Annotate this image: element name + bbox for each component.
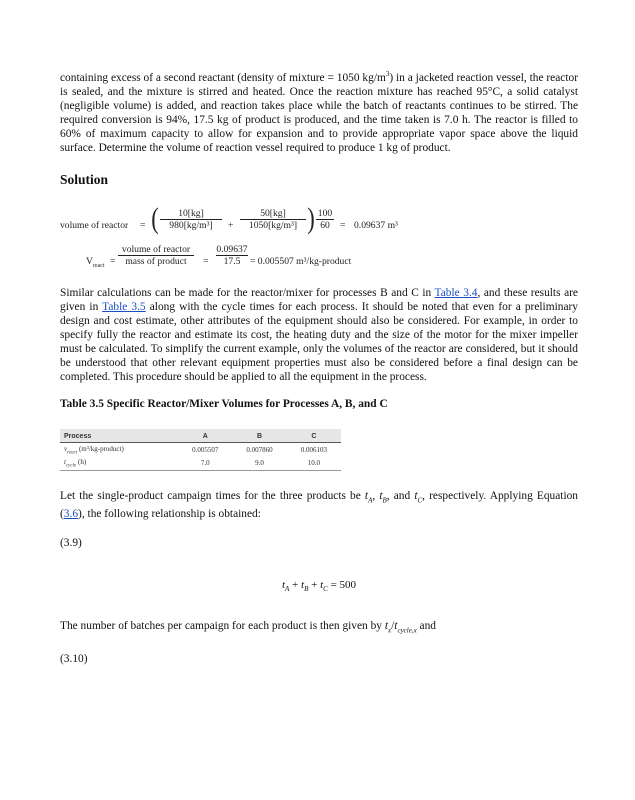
table-row [60,456,341,470]
eq1-result: 0.09637 m³ [354,219,398,231]
equation-3-6-link[interactable]: 3.6 [63,507,79,520]
table-header-row [60,429,341,443]
header-b: B [232,429,286,443]
table-3-4-link[interactable]: Table 3.4 [434,286,478,299]
equation-number-3-10: (3.10) [60,653,88,666]
reactor-volume-table [60,429,341,471]
eq1-plus: + [228,219,234,231]
eq2-equals-2: = [203,255,209,267]
cell-b: 0.007860 [246,445,273,454]
eq2-label: $V_{react}$ [86,255,105,269]
header-process: Process [60,429,178,443]
cell-b: 9.0 [255,459,264,468]
eq1-fraction-3: 100 60 [317,207,333,231]
intro-paragraph: containing excess of a second reactant (density of mixture = 1050 $kg/m^3$) in a jacketed reaction vessel, the reactor is sealed, and the mixture is stirred and heated. Once the reaction mixture has reached 95°C, a solid catalyst (negligible volume) is added, and reaction takes place while the batch of reactants continues to be stirred. The required conversion is 94%, 17.5 kg of product is produced, and the time taken is 7.0 h. The reactor is filled to 60% of maximum capacity to allow for expansion and to provide appropriate vapor space above the liquid surface. Determine the volume of reaction vessel required to produce 1 kg of product. [60,70,578,154]
equation-number-3-9: (3.9) [60,536,82,549]
header-a: A [178,429,232,443]
left-paren: ( [151,201,159,235]
table-caption: Table 3.5 Specific Reactor/Mixer Volumes for Processes A, B, and C [60,397,388,410]
eq1-label: volume of reactor [60,219,129,231]
cell-c: 0.006103 [300,445,327,454]
eq1-equals: = [140,219,146,231]
paragraph-campaign-times: Let the single-product campaign times for the three products be $t_A$, $t_B$, and $t_C$, respectively. Applying Equation (3.6), the following relationship is obtained: [60,489,579,520]
row-label: $t_{cycle}$ (h) [64,458,87,469]
table-row [60,442,341,456]
eq2-result: = 0.005507 m³/kg-product [250,255,352,267]
table-3-5-link[interactable]: Table 3.5 [102,300,146,313]
cell-a: 7.0 [200,459,210,468]
eq1-equals-2: = [340,219,346,231]
right-paren: ) [307,201,315,235]
row-label: $v_{react}$ (m³/kg-product) [64,444,124,456]
eq2-fraction-2: 0.09637 17.5 [216,243,248,267]
paragraph-batches: The number of batches per campaign for each product is then given by $t_x/t_{cycle,x}$ and [60,620,436,635]
equation-3-9: $t_A + t_B + t_C = 500$ [281,578,357,594]
eq2-fraction-1: volume of reactor mass of product [118,244,194,267]
solution-equations [60,201,578,272]
solution-heading: Solution [60,171,109,187]
paragraph-reactor-volumes: Similar calculations can be made for the reactor/mixer for processes B and C in Table 3.4, and these results are given in Table 3.5 along with the cycle times for each process. It should be noted that even for a preliminary design and cost estimate, other attributes of the equipment should also be considered. For example, in order to specify fully the reactor and estimate its cost, the heating duty and the size of the motor for the mixer impeller must be calculated. To simplify the current example, only the volumes of the reactor are considered, but it should be understood that other relevant equipment properties must also be considered before a final design can be completed. This procedure should be applied to all the equipment in the process. [60,286,578,383]
page-content [60,67,578,666]
eq1-fraction-2: 50[kg] 1050[kg/m³] [240,208,306,231]
header-c: C [287,429,341,443]
cell-c: 10.0 [307,459,320,468]
cell-a: 0.005507 [192,445,219,454]
eq1-fraction-1: 10[kg] 980[kg/m³] [160,208,222,231]
eq2-equals: = [110,255,116,267]
